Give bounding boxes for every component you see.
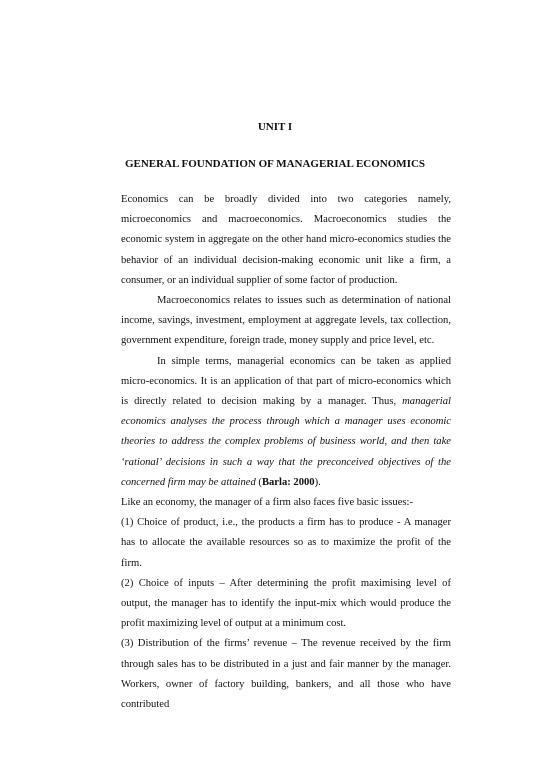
chapter-title: GENERAL FOUNDATION OF MANAGERIAL ECONOMICS <box>124 158 426 170</box>
citation-close: ). <box>314 476 321 488</box>
paragraph-managerial-economics-start: In simple terms, managerial economics can be taken as applied micro-economics. It is an application of that part of micro-economics which is directly related to decision making by a manager. Thus, <box>121 355 451 408</box>
list-item-choice-of-product: (1) Choice of product, i.e., the products a firm has to produce - A manager has to allocate the available resources so as to maximize the profit of the firm. <box>121 517 451 569</box>
body-text <box>121 190 451 715</box>
citation: Barla: 2000 <box>261 476 315 488</box>
unit-title: UNIT I <box>257 121 293 133</box>
paragraph-macroeconomics: Macroeconomics relates to issues such as determination of national income, savings, investment, employment at aggregate levels, tax collection, government expenditure, foreign trade, money supply and price level, etc. <box>121 295 451 347</box>
citation-open: ( <box>255 476 262 488</box>
managerial-economics-definition: managerial economics analyses the process through which a manager uses economic theories to address the complex problems of business world, and then take ‘rational’ decisions in such a way that the preconceived objectives of the concerned firm may be attained <box>121 396 451 488</box>
list-item-distribution-of-revenue: (3) Distribution of the firms’ revenue – The revenue received by the firm through sales has to be distributed in a just and fair manner by the manager. Workers, owner of factory building, bankers, and all those who have contributed <box>121 638 451 711</box>
list-item-choice-of-inputs: (2) Choice of inputs – After determining the profit maximising level of output, the manager has to identify the input-mix which would produce the profit maximizing level of output at a minimum cost. <box>121 577 451 630</box>
paragraph-managerial-economics <box>121 352 451 493</box>
paragraph-economics-categories: Economics can be broadly divided into two categories namely, microeconomics and macroeconomics. Macroeconomics studies the economic system in aggregate on the other hand micro-economics studies the behavior of an individual decision-making economic unit like a firm, a consumer, or an individual supplier of some factor of production. <box>121 194 451 286</box>
paragraph-basic-issues-intro: Like an economy, the manager of a firm also faces five basic issues:- <box>121 497 414 509</box>
